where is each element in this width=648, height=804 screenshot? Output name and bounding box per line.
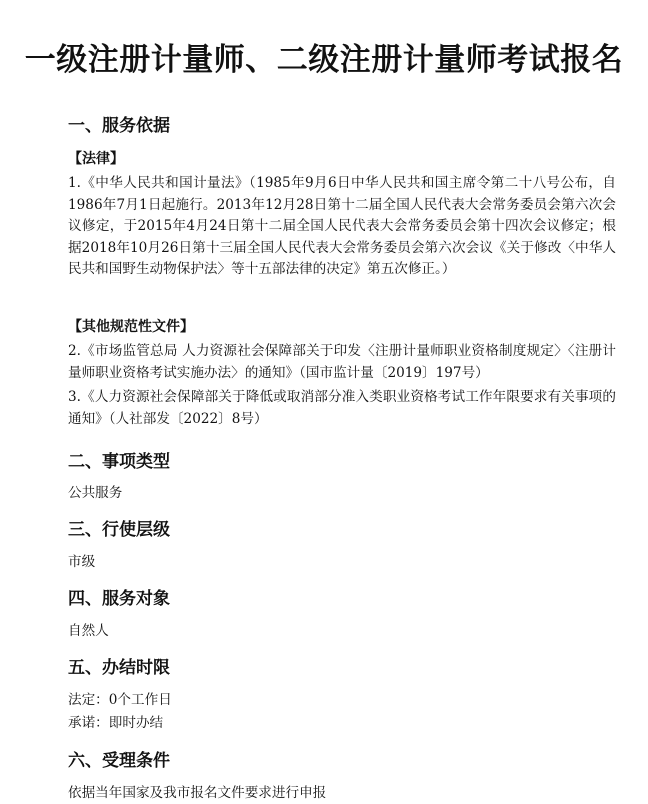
level-value: 市级 [68, 554, 96, 570]
time-legal: 法定：0个工作日 [68, 692, 172, 708]
section-heading-basis: 一、服务依据 [68, 116, 170, 136]
target-value: 自然人 [68, 623, 109, 639]
basis-item-1: 1.《中华人民共和国计量法》（1985年9月6日中华人民共和国主席令第二十八号公布，自1986年7月1日起施行。2013年12月28日第十二届全国人民代表大会常务委员会第六次会议修定，于2015年4月24日第十二届全国人民代表大会常务委员会第十四次会议修定；根据2018年10月26日第十三届全国人民代表大会常务委员会第六次会议《关于修改〈中华人民共和国野生动物保护法〉等十五部法律的决定》第五次修正。） [68, 175, 616, 277]
time-promise: 承诺：即时办结 [68, 715, 164, 731]
other-docs-tag: 【其他规范性文件】 [68, 319, 194, 335]
section-heading-type: 二、事项类型 [68, 452, 170, 472]
law-tag: 【法律】 [68, 151, 124, 167]
conditions-value: 依据当年国家及我市报名文件要求进行申报 [68, 785, 327, 801]
basis-item-3: 3.《人力资源社会保障部关于降低或取消部分准入类职业资格考试工作年限要求有关事项的通知》（人社部发〔2022〕8号） [68, 389, 616, 427]
section-heading-conditions: 六、受理条件 [68, 751, 170, 771]
section-heading-time: 五、办结时限 [68, 658, 170, 678]
page-title: 一级注册计量师、二级注册计量师考试报名 [24, 42, 624, 78]
type-value: 公共服务 [68, 485, 123, 501]
section-heading-level: 三、行使层级 [68, 520, 170, 540]
section-heading-target: 四、服务对象 [68, 589, 170, 609]
basis-item-2: 2.《市场监管总局 人力资源社会保障部关于印发〈注册计量师职业资格制度规定〉〈注册计量师职业资格考试实施办法〉的通知》（国市监计量〔2019〕197号） [68, 343, 616, 381]
